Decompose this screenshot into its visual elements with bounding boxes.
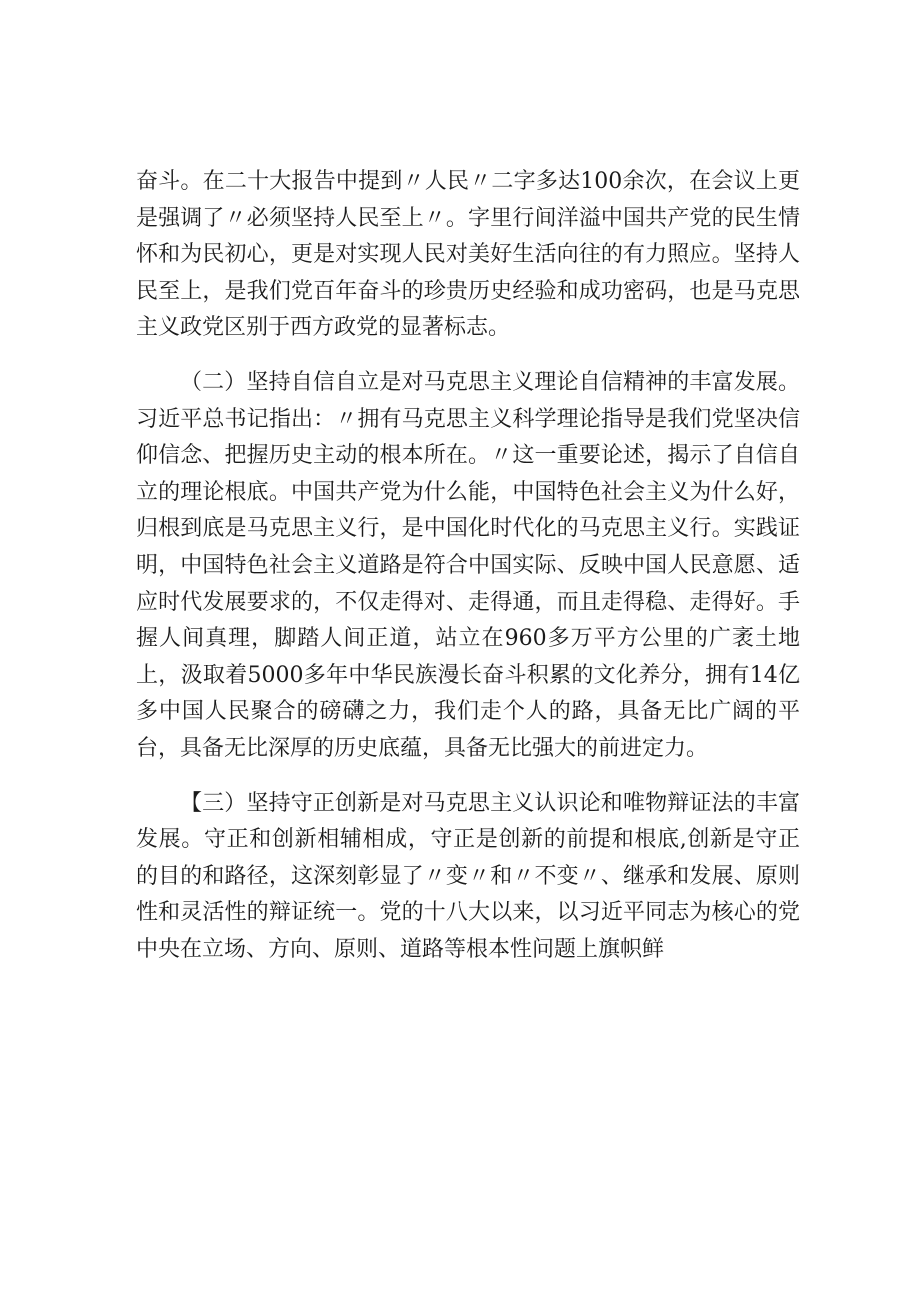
- document-body: [136, 164, 800, 968]
- paragraph-section-2: （二）坚持自信自立是对马克思主义理论自信精神的丰富发展。习近平总书记指出：〃拥有马克思主义科学理论指导是我们党坚决信仰信念、把握历史主动的根本所在。〃这一重要论述，揭示了自信自立的理论根底。中国共产党为什么能，中国特色社会主义为什么好，归根到底是马克思主义行，是中国化时代化的马克思主义行。实践证明，中国特色社会主义道路是符合中国实际、反映中国人民意愿、适应时代发展要求的，不仅走得对、走得通，而且走得稳、走得好。手握人间真理，脚踏人间正道，站立在960多万平方公里的广袤土地上，汲取着5000多年中华民族漫长奋斗积累的文化养分，拥有14亿多中国人民聚合的磅礴之力，我们走个人的路，具备无比广阔的平台，具备无比深厚的历史底蕴，具备无比强大的前进定力。: [136, 369, 800, 761]
- paragraph-section-3: 【三）坚持守正创新是对马克思主义认识论和唯物辩证法的丰富发展。守正和创新相辅相成，守正是创新的前提和根底,创新是守正的目的和路径，这深刻彰显了〃变〃和〃不变〃、继承和发展、原则性和灵活性的辩证统一。党的十八大以来，以习近平同志为核心的党中央在立场、方向、原则、道路等根本性问题上旗帜鲜: [136, 790, 800, 962]
- paragraph-continued: 奋斗。在二十大报告中提到〃人民〃二字多达100余次，在会议上更是强调了〃必须坚持人民至上〃。字里行间洋溢中国共产党的民生情怀和为民初心，更是对实现人民对美好生活向往的有力照应。坚持人民至上，是我们党百年奋斗的珍贵历史经验和成功密码，也是马克思主义政党区别于西方政党的显著标志。: [136, 169, 800, 341]
